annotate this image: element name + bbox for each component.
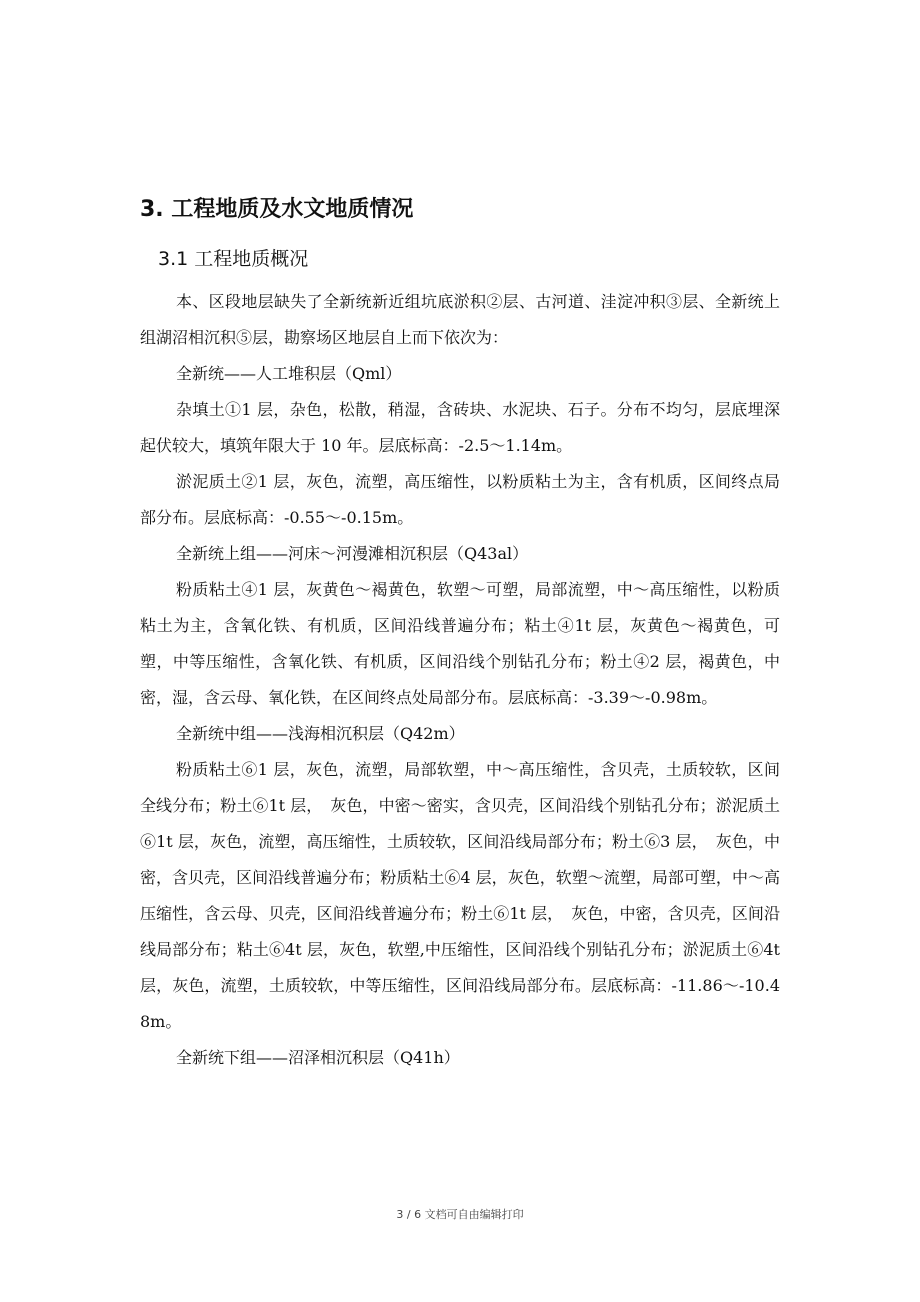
subsection-heading: 3.1 工程地质概况 (158, 248, 309, 270)
document-body (140, 192, 780, 1076)
paragraph-mucky-soil: 淤泥质土②1 层，灰色，流塑，高压缩性，以粉质粘土为主，含有机质，区间终点局部分布。层底标高：-0.55～-0.15m。 (140, 472, 780, 527)
paragraph-fill-soil: 杂填土①1 层，杂色，松散，稍湿，含砖块、水泥块、石子。分布不均匀，层底埋深起伏较大，填筑年限大于 10 年。层底标高：-2.5～1.14m。 (140, 400, 780, 455)
paragraph-layer-heading: 全新统上组——河床～河漫滩相沉积层（Q43al） (176, 544, 529, 563)
paragraph-silty-clay-4: 粉质粘土④1 层，灰黄色～褐黄色，软塑～可塑，局部流塑，中～高压缩性，以粉质粘土为主，含氧化铁、有机质，区间沿线普遍分布；粘土④1t 层，灰黄色～褐黄色，可塑，中等压缩性，含氧化铁、有机质，区间沿线个别钻孔分布；粉土④2 层，褐黄色，中密，湿，含云母、氧化铁，在区间终点处局部分布。层底标高：-3.39～-0.98m。 (140, 580, 780, 707)
paragraph-layer-heading: 全新统下组——沼泽相沉积层（Q41h） (176, 1048, 460, 1067)
paragraph-silty-clay-6: 粉质粘土⑥1 层，灰色，流塑，局部软塑，中～高压缩性，含贝壳，土质较软，区间全线分布；粉土⑥1t 层， 灰色，中密～密实，含贝壳，区间沿线个别钻孔分布；淤泥质土⑥1t 层，灰色，流塑，高压缩性，土质较软，区间沿线局部分布；粉土⑥3 层， 灰色，中密，含贝壳，区间沿线普遍分布；粉质粘土⑥4 层，灰色，软塑～流塑，局部可塑，中～高压缩性，含云母、贝壳，区间沿线普遍分布；粉土⑥1t 层， 灰色，中密，含贝壳，区间沿线局部分布；粘土⑥4t 层，灰色，软塑,中压缩性，区间沿线个别钻孔分布；淤泥质土⑥4t 层，灰色，流塑，土质较软，中等压缩性，区间沿线局部分布。层底标高：-11.86～-10.48m。 (140, 760, 780, 1031)
paragraph-layer-heading: 全新统——人工堆积层（Qml） (176, 364, 402, 383)
paragraph-layer-heading: 全新统中组——浅海相沉积层（Q42m） (176, 724, 465, 743)
page-footer: 3 / 6 文档可自由编辑打印 (396, 1208, 524, 1221)
paragraph-intro: 本、区段地层缺失了全新统新近组坑底淤积②层、古河道、洼淀冲积③层、全新统上组湖沼相沉积⑤层，勘察场区地层自上而下依次为： (140, 292, 780, 347)
section-heading: 3. 工程地质及水文地质情况 (140, 197, 414, 222)
